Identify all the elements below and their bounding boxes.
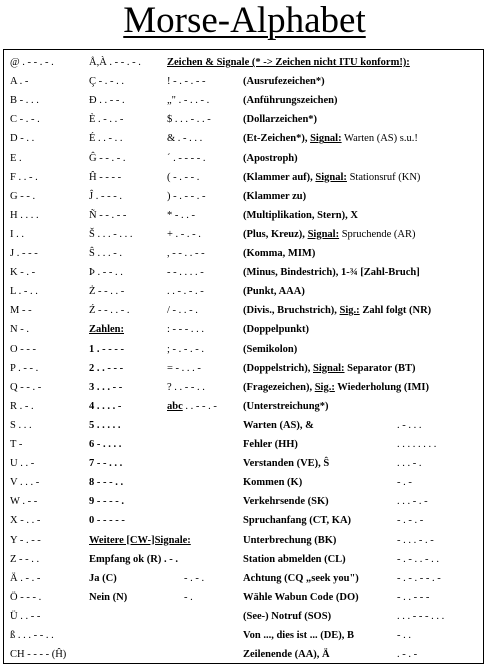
- signal-description: Wähle Wabun Code (DO): [243, 591, 359, 603]
- table-row: [4, 550, 485, 569]
- letter-code: D - . .: [10, 133, 35, 145]
- sign-code: ) - . - - . -: [167, 190, 206, 202]
- table-row: [4, 454, 485, 473]
- sign-description: (Punkt, AAA): [243, 286, 305, 298]
- sign-description: (Klammer zu): [243, 190, 307, 202]
- table-row: [4, 282, 485, 301]
- letter-code: Å,À . - - . - .: [89, 57, 141, 68]
- signal-description: Zeilenende (AA), Ä: [243, 649, 330, 661]
- cw-signals-heading: Weitere [CW-]Signale:: [89, 534, 191, 546]
- sign-description: (Dollarzeichen*): [243, 114, 318, 126]
- sign-description: (Et-Zeichen*), Signal: Warten (AS) s.u.!: [243, 133, 418, 145]
- letter-code: L . - . .: [10, 286, 38, 298]
- letter-code: Ä . - . -: [10, 572, 41, 584]
- signal-description: Unterbrechung (BK): [243, 534, 337, 546]
- sign-description: (Fragezeichen), Sig.: Wiederholung (IMI): [243, 381, 429, 393]
- page-title: Morse-Alphabet: [123, 0, 366, 41]
- table-row: [4, 340, 485, 359]
- table-row: [4, 378, 485, 397]
- signal-description: Achtung (CQ „seek you"): [243, 572, 359, 584]
- sign-description: (Doppelstrich), Signal: Separator (BT): [243, 362, 416, 374]
- letter-code: Ü . . - -: [10, 610, 41, 622]
- letter-code: Š . . . - . . .: [89, 228, 133, 240]
- table-row: [4, 110, 485, 129]
- number-code: 9 - - - - .: [89, 496, 124, 508]
- letter-code: I . .: [10, 228, 24, 240]
- number-code: 0 - - - - -: [89, 515, 125, 527]
- signal-code: - . -: [397, 477, 412, 489]
- table-row: [4, 72, 485, 91]
- letter-code: Ź - - . . - .: [89, 305, 130, 317]
- cw-signal-code: - .: [184, 591, 193, 603]
- sign-code: ( - . - - .: [167, 171, 200, 183]
- table-row: [4, 492, 485, 511]
- table-row: [4, 263, 485, 282]
- sign-description: (Apostroph): [243, 152, 298, 164]
- sign-description: (Komma, MIM): [243, 248, 316, 259]
- table-row: [4, 129, 485, 148]
- sign-code: : - - - . . .: [167, 324, 205, 336]
- sign-code: + . - . - .: [167, 228, 201, 240]
- letter-code: H . . . .: [10, 209, 39, 221]
- sign-description: (Semikolon): [243, 343, 298, 355]
- letter-code: P . - - .: [10, 362, 39, 374]
- sign-code: & . - . . .: [167, 133, 203, 145]
- sign-description: (Divis., Bruchstrich), Sig.: Zahl folgt (NR): [243, 305, 432, 317]
- letter-code: F . . - .: [10, 171, 38, 183]
- letter-code: @ . - - . - .: [10, 57, 54, 68]
- letter-code: R . - .: [10, 400, 34, 412]
- number-code: 2 . . - - -: [89, 362, 124, 374]
- sign-code: ´ . - - - - .: [167, 152, 206, 164]
- letter-code: Ĵ . - - - .: [89, 190, 122, 202]
- signal-code: - . - . -: [397, 515, 424, 527]
- table-row: [4, 511, 485, 530]
- signal-code: . . . - - - . . .: [397, 610, 445, 622]
- signal-description: (See-) Notruf (SOS): [243, 610, 332, 622]
- letter-code: J . - - -: [10, 248, 38, 259]
- signal-description: Von ..., dies ist ... (DE), B: [243, 630, 355, 641]
- signal-description: Kommen (K): [243, 477, 303, 489]
- sign-description: (Multiplikation, Stern), X: [243, 209, 358, 221]
- letter-code: M - -: [10, 305, 32, 317]
- table-row: [4, 149, 485, 168]
- sign-code: - - . . . . -: [167, 267, 204, 279]
- sign-description: (Ausrufezeichen*): [243, 76, 325, 88]
- sign-code: ; - . - . - .: [167, 343, 205, 355]
- letter-code: V . . . -: [10, 477, 40, 489]
- table-row: [4, 397, 485, 416]
- signal-description: Verkehrsende (SK): [243, 496, 329, 508]
- letter-code: Ż - - . . -: [89, 286, 125, 298]
- signal-code: - . . . - . -: [397, 534, 434, 546]
- sign-code: $ . . . - . . -: [167, 114, 211, 126]
- letter-code: È . - . . -: [89, 114, 124, 126]
- sign-code: abc . . - - . -: [167, 400, 217, 412]
- table-row: [4, 416, 485, 435]
- table-row: [4, 588, 485, 607]
- table-row: [4, 531, 485, 550]
- signal-code: - . - . - - . -: [397, 572, 441, 584]
- letter-code: Ŝ . . . - .: [89, 248, 122, 259]
- table-row: [4, 569, 485, 588]
- table-row: [4, 473, 485, 492]
- number-code: 8 - - - . .: [89, 477, 124, 489]
- letter-code: Ð . . - - .: [89, 95, 125, 107]
- sign-description: (Klammer auf), Signal: Stationsruf (KN): [243, 171, 421, 183]
- morse-table: [3, 49, 484, 664]
- signal-code: . . . - . -: [397, 496, 428, 508]
- sign-description: (Doppelpunkt): [243, 324, 309, 336]
- letter-code: W . - -: [10, 496, 38, 508]
- letter-code: Ĥ - - - -: [89, 171, 122, 183]
- sign-code: * - . . -: [167, 209, 195, 221]
- letter-code: C - . - .: [10, 114, 40, 126]
- table-row: [4, 359, 485, 378]
- letter-code: N - .: [10, 324, 29, 336]
- letter-code: Z - - . .: [10, 553, 40, 565]
- letter-code: K - . -: [10, 267, 36, 279]
- signal-description: Fehler (HH): [243, 439, 298, 450]
- sign-description: (Anführungszeichen): [243, 95, 338, 107]
- sign-description: (Minus, Bindestrich), 1-¾ [Zahl-Bruch]: [243, 267, 420, 279]
- table-row: [4, 320, 485, 339]
- letter-code: Q - - . -: [10, 381, 42, 393]
- signal-code: . - . -: [397, 649, 418, 661]
- sign-code: / - . . - .: [167, 305, 198, 317]
- table-row: [4, 435, 485, 454]
- table-row: [4, 225, 485, 244]
- letter-code: Þ . - - . .: [89, 267, 123, 279]
- signal-code: - . . - - -: [397, 591, 430, 603]
- letter-code: B - . . .: [10, 95, 39, 107]
- number-code: 4 . . . . -: [89, 400, 122, 412]
- letter-code: Ĝ - - . - .: [89, 152, 126, 164]
- letter-code: O - - -: [10, 343, 36, 355]
- table-row: [4, 645, 485, 664]
- signal-description: Spruchanfang (CT, KA): [243, 515, 352, 527]
- number-code: 6 - . . . .: [89, 439, 122, 450]
- sign-code: , - - . . - -: [167, 248, 205, 259]
- table-row: [4, 53, 485, 72]
- signal-description: Verstanden (VE), Ŝ: [243, 458, 330, 470]
- sign-code: „" . - . . - .: [167, 95, 210, 107]
- number-code: 7 - - . . .: [89, 458, 123, 470]
- letter-code: ß . . . - - . .: [10, 630, 54, 641]
- cw-signal: Ja (C): [89, 572, 117, 584]
- letter-code: CH - - - - (Ĥ): [10, 649, 67, 661]
- table-row: [4, 187, 485, 206]
- letter-code: E .: [10, 152, 22, 164]
- table-row: [4, 206, 485, 225]
- table-row: [4, 607, 485, 626]
- sign-description: (Unterstreichung*): [243, 400, 329, 412]
- sign-description: (Plus, Kreuz), Signal: Spruchende (AR): [243, 228, 416, 240]
- letter-code: G - - .: [10, 190, 36, 202]
- sign-code: ! - . - . - -: [167, 76, 206, 88]
- signal-code: . . . . . . . .: [397, 439, 437, 450]
- letter-code: A . -: [10, 76, 29, 88]
- numbers-heading: Zahlen:: [89, 324, 125, 336]
- letter-code: Y - . - -: [10, 534, 41, 546]
- letter-code: T -: [10, 439, 23, 450]
- letter-code: É . . - . .: [89, 133, 123, 145]
- table-row: [4, 168, 485, 187]
- sign-code: . . - . - . -: [167, 286, 204, 298]
- letter-code: X - . . -: [10, 515, 41, 527]
- letter-code: U . . -: [10, 458, 35, 470]
- letter-code: Ñ - - . - -: [89, 209, 127, 221]
- signal-description: Station abmelden (CL): [243, 553, 346, 565]
- signal-code: - . - . . - . .: [397, 553, 439, 565]
- table-row: [4, 91, 485, 110]
- signs-heading: Zeichen & Signale (* -> Zeichen nicht ITU konform!):: [167, 57, 410, 68]
- signal-code: . . . - .: [397, 458, 422, 470]
- signal-description: Warten (AS), &: [243, 419, 314, 431]
- number-code: 5 . . . . .: [89, 419, 121, 431]
- table-row: [4, 244, 485, 263]
- number-code: 1 . - - - -: [89, 343, 124, 355]
- letter-code: Ç - . - . .: [89, 76, 124, 88]
- letter-code: S . . .: [10, 419, 32, 431]
- cw-signal: Empfang ok (R) . - .: [89, 553, 178, 565]
- letter-code: Ö - - - .: [10, 591, 42, 603]
- sign-code: ? . . - - . .: [167, 381, 205, 393]
- table-row: [4, 301, 485, 320]
- signal-code: . - . . .: [397, 419, 422, 431]
- cw-signal-code: - . - .: [184, 572, 205, 584]
- cw-signal: Nein (N): [89, 591, 128, 603]
- number-code: 3 . . . - -: [89, 381, 123, 393]
- table-row: [4, 626, 485, 645]
- sign-code: = - . . . -: [167, 362, 201, 374]
- signal-code: - . .: [397, 630, 411, 641]
